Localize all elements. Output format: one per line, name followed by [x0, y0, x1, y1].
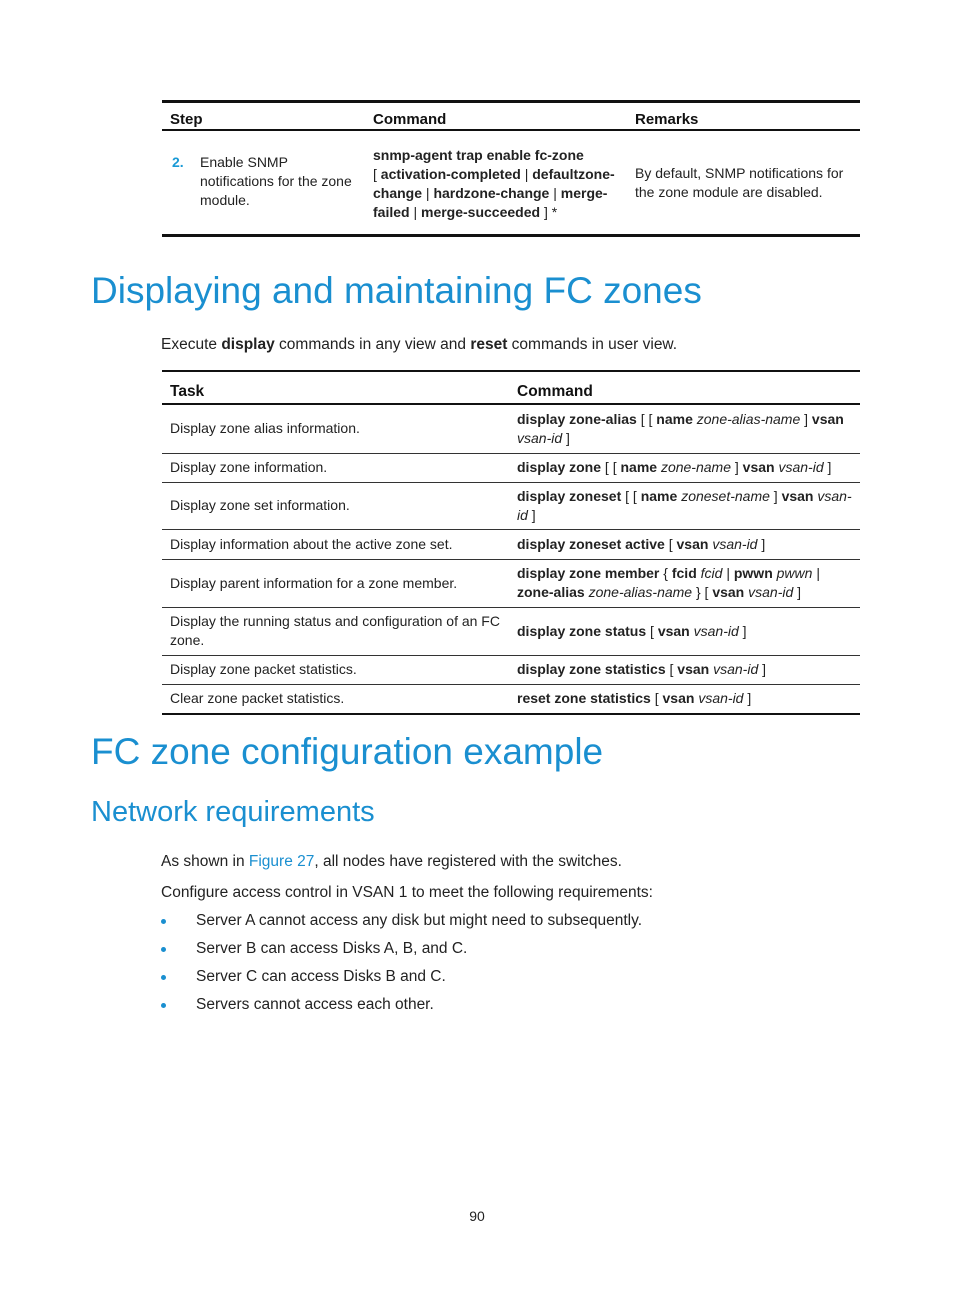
text-run: | — [722, 565, 734, 581]
section-title-example: FC zone configuration example — [91, 731, 604, 772]
argument: zone-name — [660, 459, 731, 475]
command-cell — [509, 607, 860, 655]
section-title-displaying: Displaying and maintaining FC zones — [91, 270, 702, 311]
table-row — [162, 529, 860, 559]
text-run: commands in any view and — [274, 336, 471, 353]
para-requirements: Configure access control in VSAN 1 to meet the following requirements: — [161, 884, 653, 901]
argument: zone-alias-name — [696, 410, 801, 427]
step-remarks: By default, SNMP notifications for the zone module are disabled. — [635, 164, 844, 200]
figure-link[interactable]: Figure 27 — [248, 853, 315, 870]
task-cell: Display zone packet statistics. — [162, 655, 509, 684]
keyword: display zoneset — [517, 487, 622, 504]
text-run: | — [520, 166, 533, 182]
step-header: Step — [162, 102, 365, 131]
step-command — [365, 130, 627, 236]
text-run: ] — [769, 487, 782, 504]
keyword: pwwn — [733, 565, 773, 581]
command-cell — [509, 529, 860, 559]
list-item-text: Server C can access Disks B and C. — [196, 968, 446, 985]
para-text-before: As shown in — [161, 853, 249, 870]
keyword: vsan — [676, 535, 709, 552]
task-cell: Clear zone packet statistics. — [162, 684, 509, 714]
text-run: ] — [743, 690, 752, 707]
bullet-icon — [161, 1003, 166, 1008]
bullet-icon — [161, 947, 166, 952]
keyword: vsan — [811, 410, 844, 427]
task-cell: Display information about the active zone set. — [162, 529, 509, 559]
argument: fcid — [700, 565, 723, 581]
task-cell: Display zone set information. — [162, 482, 509, 529]
text-run: } [ — [692, 584, 713, 600]
keyword: hardzone-change — [433, 185, 550, 201]
keyword: vsan — [657, 622, 690, 639]
text-run: ] — [738, 622, 747, 639]
keyword: display — [221, 336, 275, 353]
bullet-icon — [161, 975, 166, 980]
keyword: activation-completed — [380, 166, 521, 182]
argument: vsan-id — [712, 535, 758, 552]
keyword: display zone member — [517, 565, 660, 581]
keyword: merge-succeeded — [421, 204, 541, 220]
task-table — [162, 370, 860, 715]
list-item-text: Server B can access Disks A, B, and C. — [196, 940, 468, 957]
text-run: ] — [793, 584, 802, 600]
keyword: display zone-alias — [517, 410, 637, 427]
text-run: ] — [823, 459, 832, 475]
task-cell: Display zone information. — [162, 453, 509, 482]
keyword: display zoneset active — [517, 535, 665, 552]
step-cell — [162, 130, 365, 236]
list-item — [161, 967, 642, 995]
table-row — [162, 607, 860, 655]
keyword: merge-failed — [373, 185, 608, 220]
table-row — [162, 655, 860, 684]
argument: vsan-id — [748, 584, 794, 600]
list-item — [161, 939, 642, 967]
table-row — [162, 404, 860, 453]
command-cell — [509, 482, 860, 529]
text-run: [ [ — [636, 410, 657, 427]
text-run: ] — [758, 661, 767, 677]
keyword: reset zone statistics — [517, 690, 651, 707]
command-cell — [509, 559, 860, 607]
argument: vsan-id — [778, 459, 824, 475]
command-cell — [509, 404, 860, 453]
keyword: vsan — [712, 584, 745, 600]
table-row — [162, 559, 860, 607]
keyword: vsan — [677, 661, 710, 677]
keyword: defaultzone-change — [373, 166, 615, 201]
para-text-after: , all nodes have registered with the switches. — [314, 853, 622, 870]
argument: vsan-id — [698, 690, 744, 707]
text-run: [ — [664, 535, 677, 552]
text-run: | — [549, 185, 561, 201]
text-run: Execute — [161, 336, 222, 353]
argument: pwwn — [776, 565, 813, 581]
requirements-list — [161, 911, 642, 1023]
argument: vsan-id — [693, 622, 739, 639]
text-run: | — [422, 185, 434, 201]
bullet-icon — [161, 919, 166, 924]
text-run: | — [812, 565, 820, 581]
page-number: 90 — [469, 1208, 485, 1224]
text-run: ] — [562, 429, 570, 446]
command-cell — [509, 453, 860, 482]
table-row — [162, 482, 860, 529]
text-run: ] — [800, 410, 812, 427]
keyword: name — [656, 410, 693, 427]
argument: zoneset-name — [681, 487, 770, 504]
table-row — [162, 684, 860, 714]
command-header: Command — [365, 102, 627, 131]
task-cell: Display parent information for a zone member. — [162, 559, 509, 607]
keyword: vsan — [742, 459, 775, 475]
keyword: display zone statistics — [517, 661, 666, 677]
text-run: ] * — [540, 204, 558, 220]
keyword: zone-alias — [517, 584, 585, 600]
text-run: [ — [665, 661, 678, 677]
keyword: name — [640, 487, 678, 504]
command-cell — [509, 684, 860, 714]
text-run: { — [659, 565, 672, 581]
argument: zone-alias-name — [588, 584, 693, 600]
para-figure-ref — [161, 853, 622, 871]
section-intro — [161, 336, 677, 354]
text-run: [ [ — [601, 459, 621, 475]
keyword: snmp-agent trap enable fc-zone — [373, 147, 584, 163]
keyword: fcid — [671, 565, 697, 581]
text-run: commands in user view. — [507, 336, 678, 353]
subsection-title: Network requirements — [91, 796, 375, 828]
text-run: ] — [757, 535, 766, 552]
list-item — [161, 995, 642, 1023]
keyword: name — [620, 459, 658, 475]
step-table — [162, 100, 860, 237]
text-run: [ — [373, 166, 381, 182]
argument: vsan-id — [713, 661, 759, 677]
list-item-text: Servers cannot access each other. — [196, 996, 434, 1013]
task-header: Task — [162, 371, 509, 404]
keyword: vsan — [781, 487, 814, 504]
text-run: ] — [527, 506, 536, 523]
command-header: Command — [509, 371, 860, 404]
keyword: display zone status — [517, 622, 647, 639]
argument: vsan-id — [517, 429, 563, 446]
list-item-text: Server A cannot access any disk but might need to subsequently. — [196, 912, 643, 929]
task-cell: Display zone alias information. — [170, 420, 360, 437]
step-number: 2. — [172, 154, 184, 170]
keyword: display zone — [517, 459, 602, 475]
argument: vsan-id — [517, 487, 852, 523]
command-cell — [509, 655, 860, 684]
step-text: Enable SNMP notifications for the zone module. — [200, 154, 352, 208]
keyword: reset — [470, 336, 508, 353]
text-run: [ — [650, 690, 663, 707]
text-run: [ [ — [621, 487, 641, 504]
text-run: [ — [646, 622, 658, 639]
list-item — [161, 911, 642, 939]
text-run: ] — [731, 459, 743, 475]
keyword: vsan — [662, 690, 695, 707]
table-row — [162, 453, 860, 482]
text-run: | — [409, 204, 421, 220]
task-cell: Display the running status and configuration of an FC zone. — [162, 607, 509, 655]
remarks-header: Remarks — [627, 102, 860, 131]
